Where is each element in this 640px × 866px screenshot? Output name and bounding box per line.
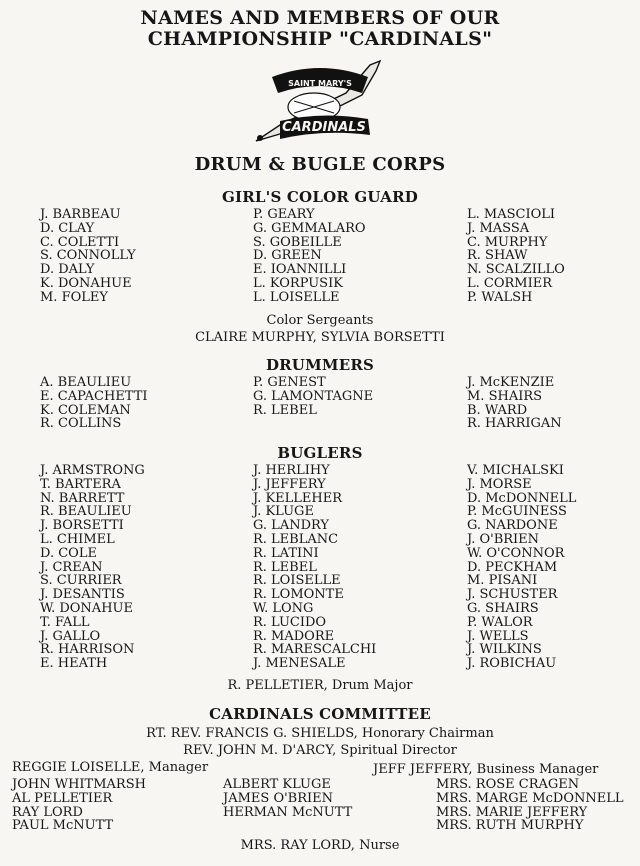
member-name: P. WALSH (467, 289, 533, 305)
member-name: MRS. ROSE CRAGEN (436, 777, 580, 792)
title-line-1: NAMES AND MEMBERS OF OUR (140, 7, 500, 29)
drummers-heading: DRUMMERS (265, 356, 375, 374)
color-sergeants-label: Color Sergeants (266, 313, 374, 328)
member-name: J. WELLS (467, 628, 529, 644)
member-name: V. MICHALSKI (467, 463, 564, 478)
member-name: J. HERLIHY (253, 463, 330, 478)
drummers-col-2 (253, 376, 373, 417)
member-name: R. LUCIDO (253, 614, 327, 630)
member-name: D. PECKHAM (467, 559, 558, 575)
committee-heading: CARDINALS COMMITTEE (209, 705, 431, 723)
buglers-col-2 (253, 464, 376, 671)
member-name: J. MENESALE (253, 656, 346, 672)
member-name: A. BEAULIEU (40, 375, 132, 390)
member-name: J. JEFFERY (253, 476, 326, 492)
member-name: L. CORMIER (467, 275, 553, 291)
member-name: R. SHAW (467, 248, 528, 264)
member-name: J. BORSETTI (40, 518, 124, 534)
member-name: G. GEMMALARO (253, 220, 366, 236)
buglers-heading: BUGLERS (277, 444, 363, 462)
title-line-2: CHAMPIONSHIP "CARDINALS" (147, 28, 493, 50)
committee-col-2 (223, 778, 352, 819)
member-name: HERMAN McNUTT (223, 804, 353, 820)
committee-manager: REGGIE LOISELLE, Manager (12, 760, 209, 775)
committee-business-manager: JEFF JEFFERY, Business Manager (373, 762, 599, 777)
member-name: C. COLETTI (40, 234, 120, 250)
member-name: L. KORPUSIK (253, 275, 343, 291)
member-name: P. WALOR (467, 614, 533, 630)
member-name: M. PISANI (467, 573, 538, 589)
member-name: J. WILKINS (467, 642, 542, 658)
member-name: J. MORSE (467, 476, 532, 492)
committee-col-3 (436, 778, 623, 833)
member-name: E. CAPACHETTI (40, 388, 148, 404)
cardinals-logo (250, 55, 390, 147)
member-name: AL PELLETIER (12, 790, 113, 806)
member-name: J. McKENZIE (467, 375, 555, 390)
member-name: D. CLAY (40, 220, 95, 236)
member-name: J. SCHUSTER (467, 587, 558, 603)
member-name: M. FOLEY (40, 289, 108, 305)
member-name: MRS. MARIE JEFFERY (436, 804, 588, 820)
member-name: W. O'CONNOR (467, 545, 565, 561)
member-name: S. CURRIER (40, 573, 122, 589)
member-name: T. BARTERA (40, 476, 121, 492)
member-name: R. HARRISON (40, 642, 135, 658)
member-name: R. MADORE (253, 628, 335, 644)
member-name: R. HARRIGAN (467, 416, 562, 432)
member-name: R. LOISELLE (253, 573, 341, 589)
member-name: J. ARMSTRONG (40, 463, 145, 478)
member-name: R. LOMONTE (253, 587, 344, 603)
member-name: T. FALL (40, 614, 90, 630)
member-name: G. NARDONE (467, 518, 558, 534)
member-name: R. LATINI (253, 545, 319, 561)
member-name: J. KLUGE (253, 504, 314, 520)
member-name: W. DONAHUE (40, 600, 133, 616)
member-name: J. CREAN (40, 559, 103, 575)
member-name: N. SCALZILLO (467, 262, 565, 278)
member-name: MRS. MARGE McDONNELL (436, 790, 624, 806)
logo-top-text: SAINT MARY'S (288, 79, 352, 88)
member-name: W. LONG (253, 600, 314, 616)
committee-director: REV. JOHN M. D'ARCY, Spiritual Director (183, 743, 457, 758)
member-name: E. HEATH (40, 656, 108, 672)
member-name: G. LANDRY (253, 518, 329, 534)
committee-col-1 (12, 778, 146, 833)
buglers-col-1 (40, 464, 145, 671)
member-name: L. CHIMEL (40, 531, 115, 547)
color-sergeants-names: CLAIRE MURPHY, SYLVIA BORSETTI (195, 330, 445, 345)
member-name: G. SHAIRS (467, 600, 539, 616)
member-name: R. LEBEL (253, 559, 317, 575)
member-name: J. MASSA (467, 220, 530, 236)
member-name: E. IOANNILLI (253, 262, 347, 278)
color-guard-heading: GIRL'S COLOR GUARD (222, 188, 418, 206)
corps-title: DRUM & BUGLE CORPS (194, 154, 446, 175)
member-name: J. BARBEAU (40, 207, 121, 222)
member-name: J. KELLEHER (253, 490, 343, 506)
member-name: MRS. RUTH MURPHY (436, 818, 584, 834)
member-name: R. MARESCALCHI (253, 642, 377, 658)
member-name: L. LOISELLE (253, 289, 340, 305)
drum-major: R. PELLETIER, Drum Major (227, 678, 413, 693)
member-name: JAMES O'BRIEN (223, 790, 334, 806)
member-name: N. BARRETT (40, 490, 125, 506)
drummers-col-1 (40, 376, 148, 431)
member-name: JOHN WHITMARSH (12, 777, 146, 792)
member-name: R. LEBLANC (253, 531, 339, 547)
member-name: P. GEARY (253, 207, 315, 222)
member-name: R. BEAULIEU (40, 504, 132, 520)
member-name: G. LAMONTAGNE (253, 388, 374, 404)
drummers-col-3 (467, 376, 562, 431)
logo-banner-text: CARDINALS (282, 120, 366, 135)
color-guard-col-2 (253, 208, 366, 305)
member-name: P. McGUINESS (467, 504, 567, 520)
member-name: PAUL McNUTT (12, 818, 114, 834)
member-name: C. MURPHY (467, 234, 548, 250)
member-name: D. GREEN (253, 248, 322, 264)
member-name: J. DESANTIS (40, 587, 125, 603)
member-name: L. MASCIOLI (467, 207, 556, 222)
member-name: K. DONAHUE (40, 275, 132, 291)
member-name: M. SHAIRS (467, 388, 543, 404)
buglers-col-3 (467, 464, 576, 671)
page-title (0, 8, 640, 50)
member-name: R. COLLINS (40, 416, 122, 432)
member-name: K. COLEMAN (40, 402, 131, 418)
color-guard-col-3 (467, 208, 565, 305)
member-name: D. McDONNELL (467, 490, 577, 506)
member-name: J. GALLO (40, 628, 101, 644)
committee-chairman: RT. REV. FRANCIS G. SHIELDS, Honorary Chairman (146, 726, 494, 741)
color-guard-col-1 (40, 208, 136, 305)
member-name: B. WARD (467, 402, 528, 418)
member-name: ALBERT KLUGE (223, 777, 331, 792)
member-name: R. LEBEL (253, 402, 317, 418)
committee-nurse: MRS. RAY LORD, Nurse (240, 838, 400, 853)
member-name: J. O'BRIEN (467, 531, 540, 547)
member-name: S. CONNOLLY (40, 248, 136, 264)
member-name: S. GOBEILLE (253, 234, 342, 250)
member-name: J. ROBICHAU (467, 656, 557, 672)
member-name: D. DALY (40, 262, 95, 278)
member-name: P. GENEST (253, 375, 326, 390)
member-name: D. COLE (40, 545, 97, 561)
member-name: RAY LORD (12, 804, 83, 820)
